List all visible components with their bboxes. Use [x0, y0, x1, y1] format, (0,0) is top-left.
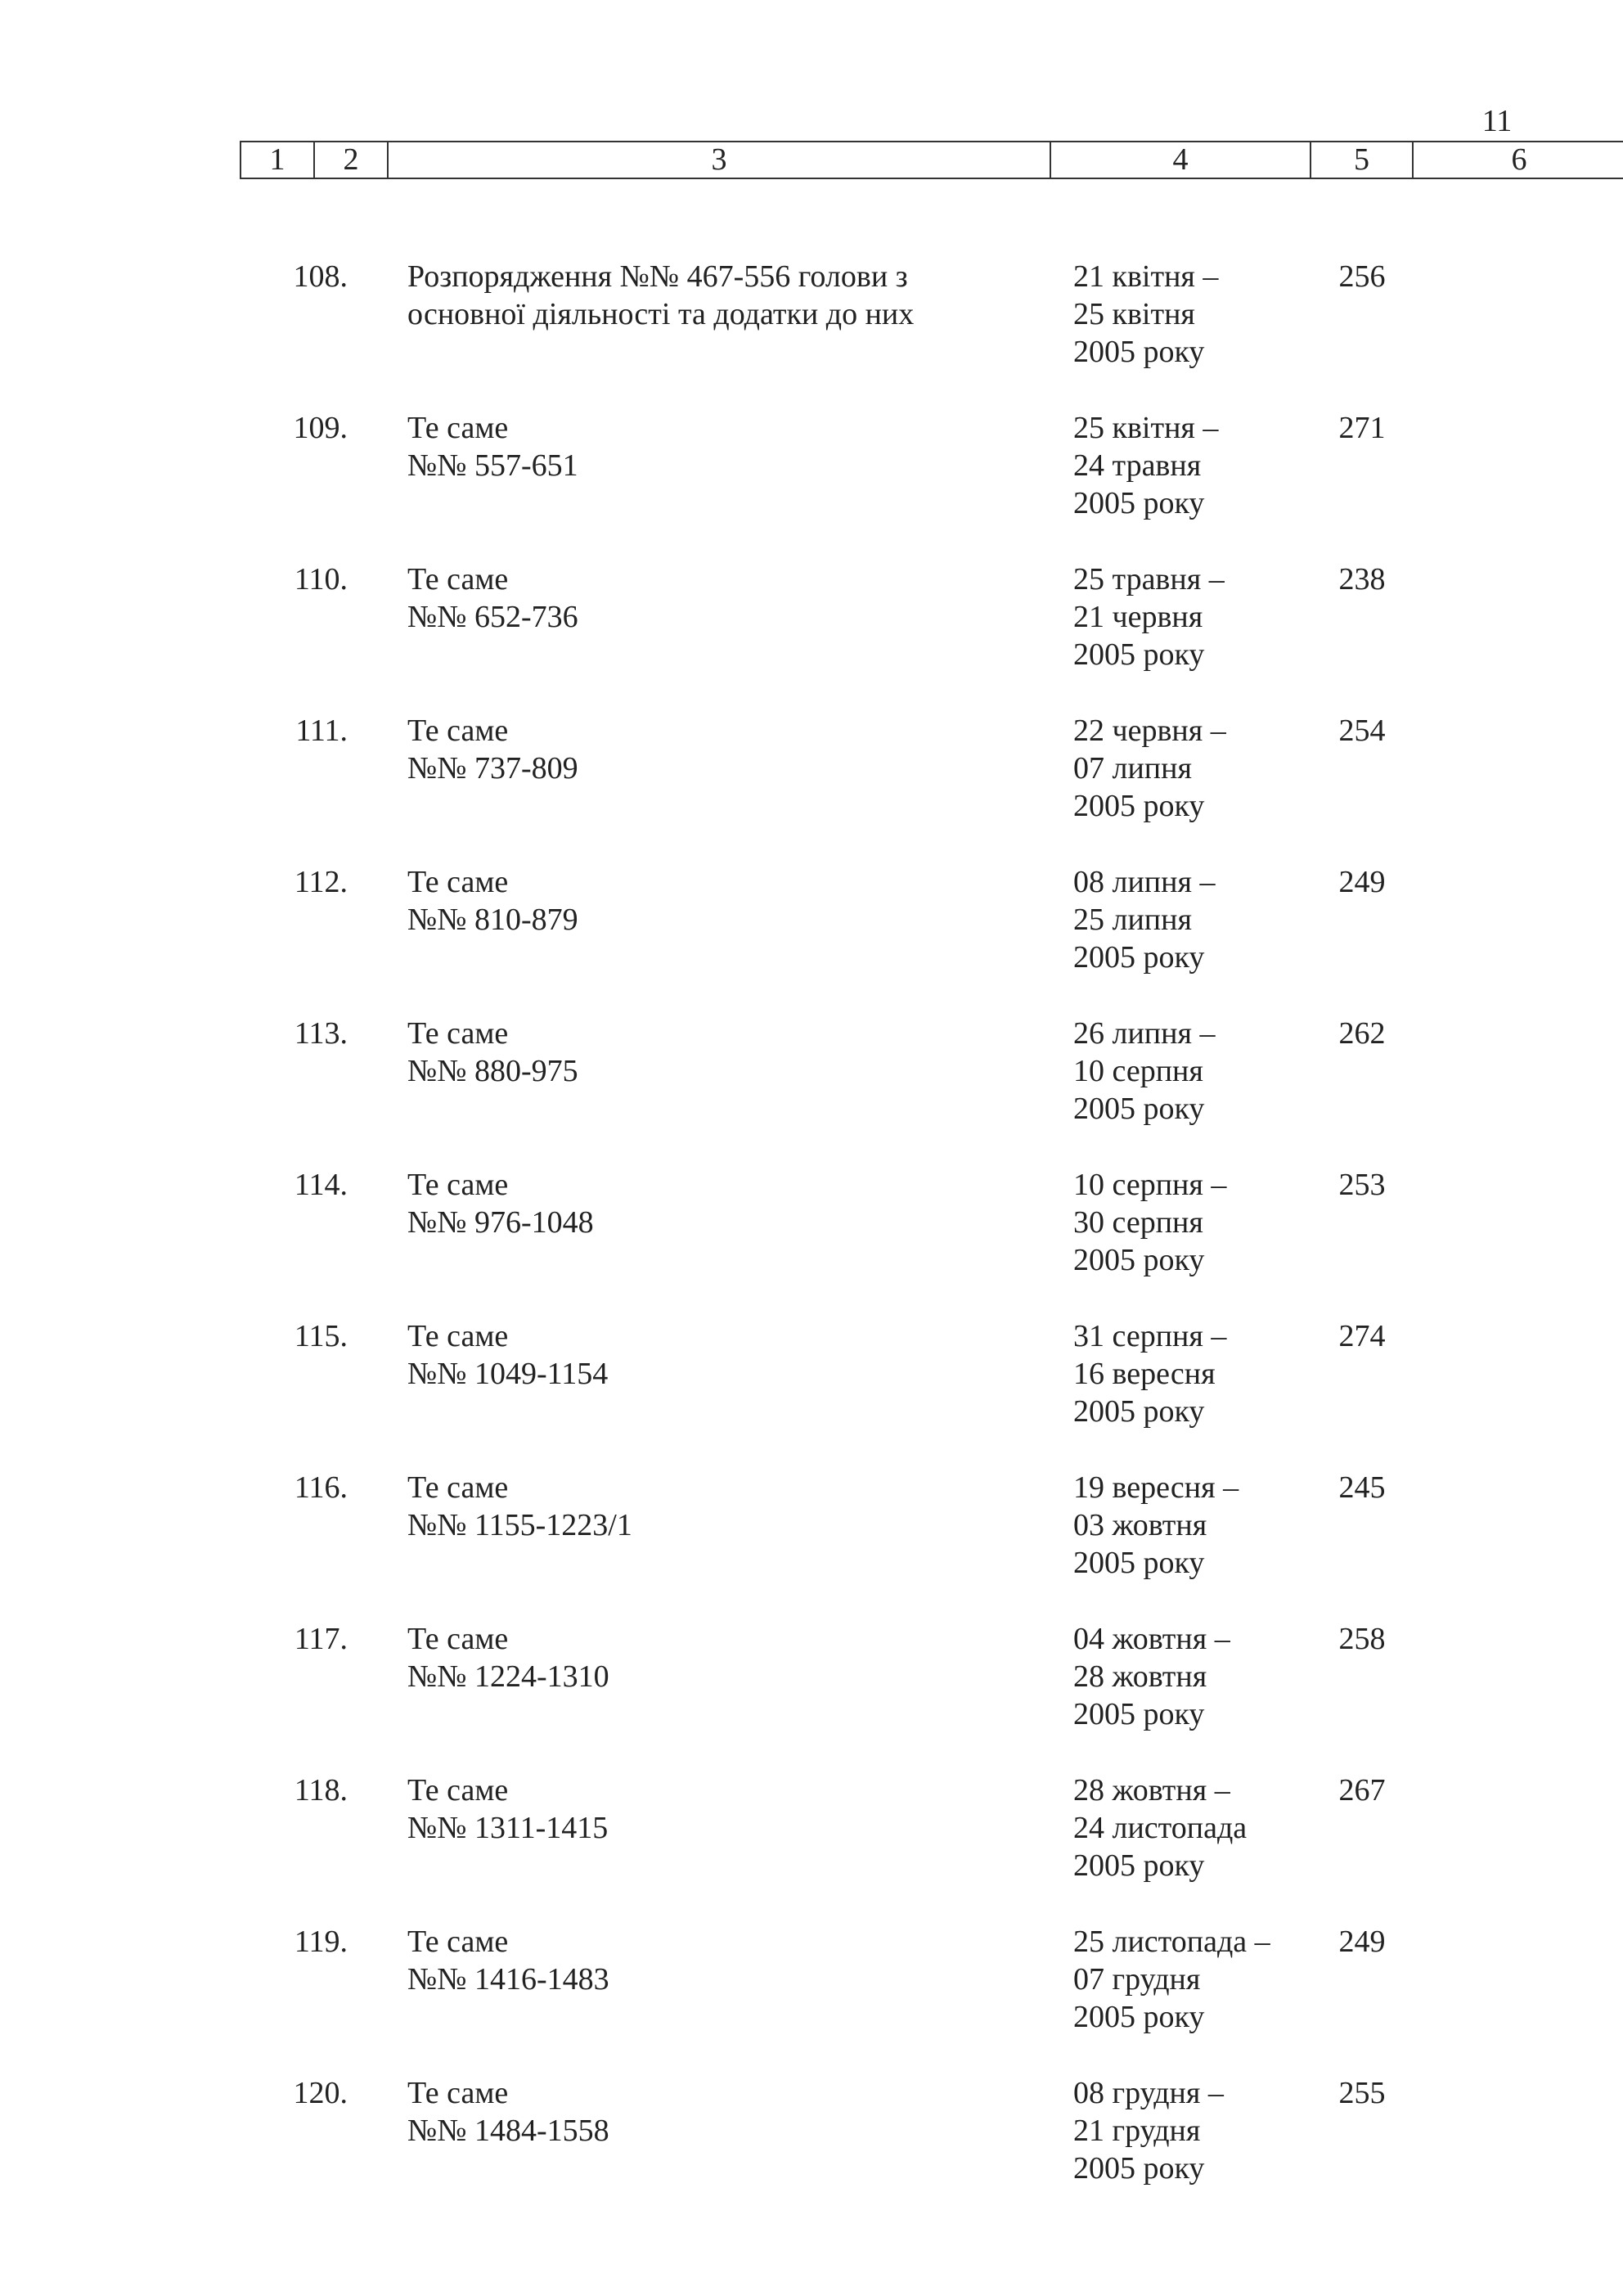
row-date-line: 2005 року — [1073, 1848, 1205, 1883]
row-title — [407, 1469, 1045, 1544]
row-date-line: 21 квітня – — [1073, 259, 1219, 294]
row-title — [407, 409, 1045, 484]
row-date-line: 16 вересня — [1073, 1357, 1216, 1391]
table-row — [0, 1923, 1623, 2054]
column-header-6: 6 — [1511, 142, 1527, 177]
row-number: 116. — [294, 1470, 348, 1505]
row-number: 111. — [295, 714, 348, 748]
row-title-line: №№ 1155-1223/1 — [407, 1508, 632, 1542]
row-date-line: 25 листопада – — [1073, 1925, 1270, 1959]
row-title-line: Те саме — [407, 714, 509, 748]
row-date-line: 2005 року — [1073, 2151, 1205, 2186]
row-number: 113. — [294, 1016, 348, 1051]
row-date-line: 2005 року — [1073, 1243, 1205, 1277]
row-title-line: №№ 1311-1415 — [407, 1811, 609, 1845]
row-title-line: №№ 652-736 — [407, 600, 578, 634]
row-date-line: 25 травня – — [1073, 562, 1225, 597]
row-number: 110. — [294, 562, 348, 597]
row-title-line: №№ 1224-1310 — [407, 1659, 609, 1694]
table-row — [0, 1166, 1623, 1297]
row-date-line: 26 липня – — [1073, 1016, 1216, 1051]
row-date-line: 25 квітня – — [1073, 411, 1219, 445]
row-page-count: 238 — [1338, 562, 1386, 597]
row-title-line: №№ 557-651 — [407, 448, 578, 483]
row-date-line: 22 червня – — [1073, 714, 1226, 748]
row-date-line: 10 серпня – — [1073, 1168, 1227, 1202]
row-dates — [1073, 2074, 1319, 2187]
row-title-line: Те саме — [407, 1622, 509, 1656]
table-row — [0, 560, 1623, 691]
row-title — [407, 1166, 1045, 1241]
row-title-line: №№ 1416-1483 — [407, 1962, 609, 1997]
row-title-line: Те саме — [407, 1773, 509, 1808]
row-title-line: Те саме — [407, 1925, 509, 1959]
row-page-count: 267 — [1338, 1773, 1386, 1808]
table-row — [0, 1469, 1623, 1600]
row-title — [407, 1317, 1045, 1393]
row-number: 117. — [294, 1622, 348, 1656]
page-number: 11 — [1481, 104, 1513, 138]
row-dates — [1073, 1772, 1319, 1884]
row-title-line: №№ 976-1048 — [407, 1205, 594, 1240]
row-number: 120. — [293, 2076, 348, 2110]
column-header-3: 3 — [389, 142, 1051, 178]
row-number: 114. — [294, 1168, 348, 1202]
row-date-line: 21 грудня — [1073, 2114, 1201, 2148]
row-title-line: №№ 810-879 — [407, 903, 578, 937]
row-title-line: Те саме — [407, 411, 509, 445]
row-date-line: 07 липня — [1073, 751, 1192, 786]
table-row — [0, 712, 1623, 843]
table-row — [0, 1620, 1623, 1751]
row-title-line: Те саме — [407, 865, 509, 899]
row-date-line: 2005 року — [1073, 335, 1205, 369]
row-title-line: №№ 880-975 — [407, 1054, 578, 1088]
table-row — [0, 1015, 1623, 1146]
row-title-line: №№ 1049-1154 — [407, 1357, 609, 1391]
row-number: 118. — [294, 1773, 348, 1808]
row-title — [407, 1620, 1045, 1695]
table-row — [0, 2074, 1623, 2205]
row-date-line: 08 грудня – — [1073, 2076, 1224, 2110]
row-title — [407, 1923, 1045, 1998]
row-title-line: Те саме — [407, 562, 509, 597]
row-title-line: Те саме — [407, 1470, 509, 1505]
column-header-5: 5 — [1311, 142, 1414, 178]
row-date-line: 07 грудня — [1073, 1962, 1201, 1997]
row-dates — [1073, 1469, 1319, 1582]
row-date-line: 30 серпня — [1073, 1205, 1203, 1240]
row-page-count: 249 — [1338, 1925, 1386, 1959]
row-date-line: 08 липня – — [1073, 865, 1216, 899]
row-dates — [1073, 863, 1319, 976]
table-row — [0, 863, 1623, 994]
row-title — [407, 2074, 1045, 2150]
row-page-count: 245 — [1338, 1470, 1386, 1505]
row-date-line: 21 червня — [1073, 600, 1203, 634]
row-date-line: 2005 року — [1073, 1546, 1205, 1580]
row-date-line: 2005 року — [1073, 2000, 1205, 2034]
row-title — [407, 712, 1045, 787]
row-page-count: 249 — [1338, 865, 1386, 899]
column-header-1: 1 — [241, 142, 315, 178]
table-row — [0, 1772, 1623, 1902]
row-page-count: 253 — [1338, 1168, 1386, 1202]
row-dates — [1073, 1923, 1319, 2036]
table-row — [0, 1317, 1623, 1448]
table-row — [0, 409, 1623, 540]
table-row — [0, 258, 1623, 389]
row-title — [407, 1015, 1045, 1090]
row-page-count: 271 — [1338, 411, 1386, 445]
row-title — [407, 258, 1045, 333]
row-title-line: Те саме — [407, 1319, 509, 1353]
row-page-count: 258 — [1338, 1622, 1386, 1656]
row-date-line: 2005 року — [1073, 1092, 1205, 1126]
row-dates — [1073, 409, 1319, 522]
row-dates — [1073, 1620, 1319, 1733]
row-date-line: 2005 року — [1073, 940, 1205, 975]
row-date-line: 25 квітня — [1073, 297, 1195, 331]
row-date-line: 28 жовтня — [1073, 1659, 1207, 1694]
row-date-line: 2005 року — [1073, 1394, 1205, 1429]
row-number: 119. — [294, 1925, 348, 1959]
row-date-line: 25 липня — [1073, 903, 1192, 937]
row-date-line: 24 травня — [1073, 448, 1202, 483]
row-dates — [1073, 560, 1319, 673]
row-number: 112. — [294, 865, 348, 899]
column-header-4: 4 — [1051, 142, 1311, 178]
row-title-line: №№ 737-809 — [407, 751, 578, 786]
row-title-line: №№ 1484-1558 — [407, 2114, 609, 2148]
row-date-line: 2005 року — [1073, 486, 1205, 520]
row-page-count: 256 — [1338, 259, 1386, 294]
row-page-count: 255 — [1338, 2076, 1386, 2110]
row-page-count: 254 — [1338, 714, 1386, 748]
row-date-line: 10 серпня — [1073, 1054, 1203, 1088]
row-date-line: 2005 року — [1073, 1697, 1205, 1731]
row-number: 115. — [294, 1319, 348, 1353]
row-page-count: 262 — [1338, 1016, 1386, 1051]
row-date-line: 2005 року — [1073, 637, 1205, 672]
row-title-line: Те саме — [407, 1016, 509, 1051]
row-title-line: Розпорядження №№ 467-556 голови з — [407, 259, 908, 294]
row-dates — [1073, 1166, 1319, 1279]
row-number: 109. — [293, 411, 348, 445]
row-date-line: 04 жовтня – — [1073, 1622, 1230, 1656]
row-dates — [1073, 1015, 1319, 1128]
row-title — [407, 863, 1045, 939]
row-date-line: 19 вересня – — [1073, 1470, 1239, 1505]
row-number: 108. — [293, 259, 348, 294]
row-page-count: 274 — [1338, 1319, 1386, 1353]
column-header-2: 2 — [315, 142, 389, 178]
row-title-line: Те саме — [407, 1168, 509, 1202]
row-dates — [1073, 1317, 1319, 1430]
row-title — [407, 1772, 1045, 1847]
row-dates — [1073, 712, 1319, 825]
row-date-line: 24 листопада — [1073, 1811, 1248, 1845]
row-title-line: основної діяльності та додатки до них — [407, 297, 915, 331]
row-date-line: 31 серпня – — [1073, 1319, 1227, 1353]
row-date-line: 2005 року — [1073, 789, 1205, 823]
row-date-line: 28 жовтня – — [1073, 1773, 1230, 1808]
row-date-line: 03 жовтня — [1073, 1508, 1207, 1542]
row-dates — [1073, 258, 1319, 371]
row-title-line: Те саме — [407, 2076, 509, 2110]
row-title — [407, 560, 1045, 636]
